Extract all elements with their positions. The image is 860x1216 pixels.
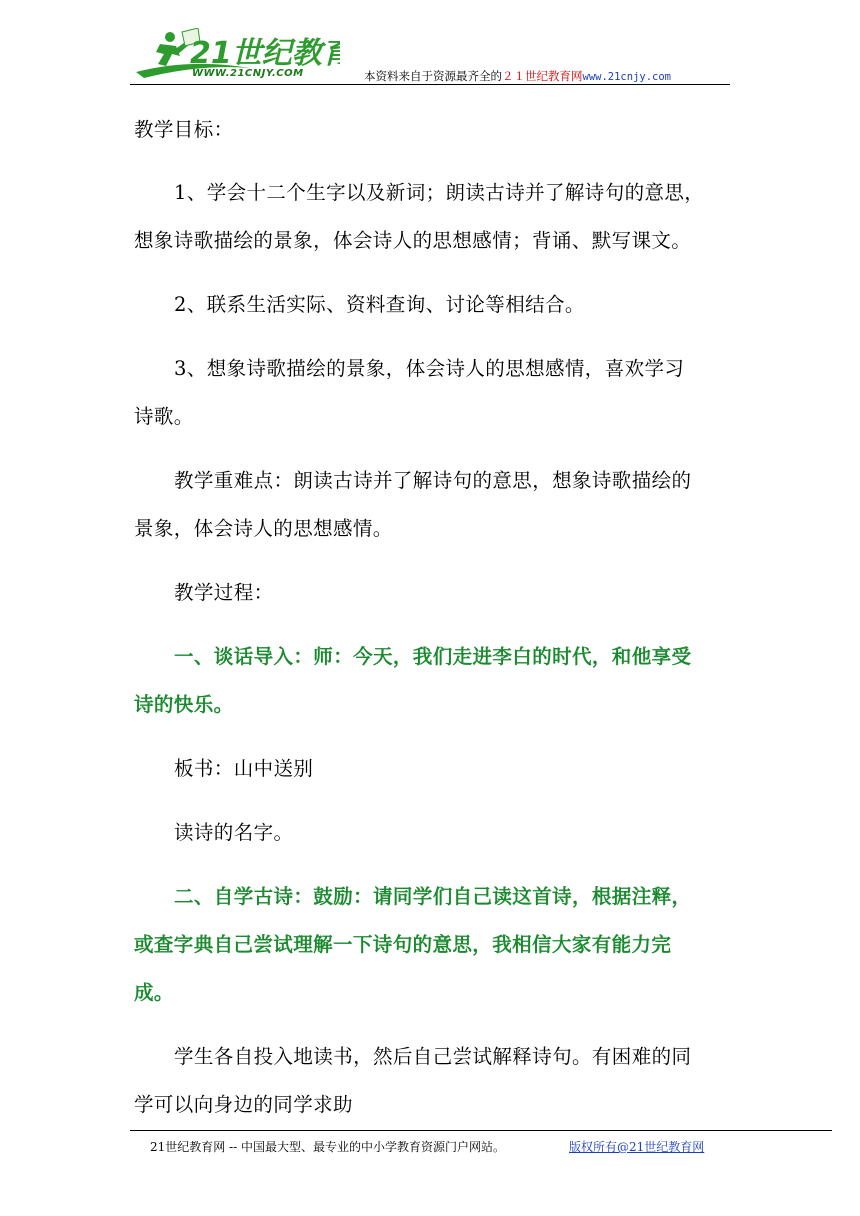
step-1-line-1: 一、谈话导入：师：今天，我们走进李白的时代，和他享受: [174, 645, 692, 668]
logo-number: 21世纪教育: [190, 36, 340, 71]
header-divider: [130, 84, 730, 85]
goal-3-line-1: 3、想象诗歌描绘的景象，体会诗人的思想感情，喜欢学习: [174, 357, 685, 380]
header-note-prefix: 本资料来自于资源最齐全的: [364, 69, 502, 83]
goal-2: 2、联系生活实际、资料查询、讨论等相结合。: [174, 293, 585, 316]
student-activity-line-1: 学生各自投入地读书，然后自己尝试解释诗句。有困难的同: [174, 1045, 692, 1068]
goal-1-line-1: 1、学会十二个生字以及新词；朗读古诗并了解诗句的意思，: [174, 181, 705, 204]
step-2-line-2: 或查字典自己尝试理解一下诗句的意思，我相信大家有能力完: [134, 933, 672, 956]
header-source-note: [364, 68, 671, 84]
goal-1-line-2: 想象诗歌描绘的景象，体会诗人的思想感情；背诵、默写课文。: [134, 229, 692, 252]
logo-url: WWW.21CNJY.COM: [192, 68, 304, 79]
goals-title: 教学目标：: [134, 118, 234, 141]
step-2-line-1: 二、自学古诗：鼓励：请同学们自己读这首诗，根据注释，: [174, 885, 692, 908]
footer-divider: [130, 1130, 832, 1131]
key-points-line-1: 教学重难点：朗读古诗并了解诗句的意思，想象诗歌描绘的: [174, 469, 692, 492]
header-url-link[interactable]: www.21cnjy.com: [582, 71, 672, 83]
step-1-line-2: 诗的快乐。: [134, 693, 234, 716]
header-brand-link[interactable]: ２１世纪教育网: [502, 69, 583, 83]
student-activity-line-2: 学可以向身边的同学求助: [134, 1093, 353, 1116]
goal-3-line-2: 诗歌。: [134, 405, 194, 428]
board-writing: 板书：山中送别: [174, 757, 314, 780]
footer-site-description: 21世纪教育网 -- 中国最大型、最专业的中小学教育资源门户网站。: [150, 1140, 506, 1154]
key-points-line-2: 景象，体会诗人的思想感情。: [134, 517, 393, 540]
process-title: 教学过程：: [174, 581, 274, 604]
read-poem-title: 读诗的名字。: [174, 821, 294, 844]
step-2-line-3: 成。: [134, 981, 174, 1004]
page-header: [130, 28, 730, 86]
footer-copyright-link[interactable]: 版权所有@21世纪教育网: [569, 1140, 705, 1154]
site-logo[interactable]: [130, 28, 340, 84]
